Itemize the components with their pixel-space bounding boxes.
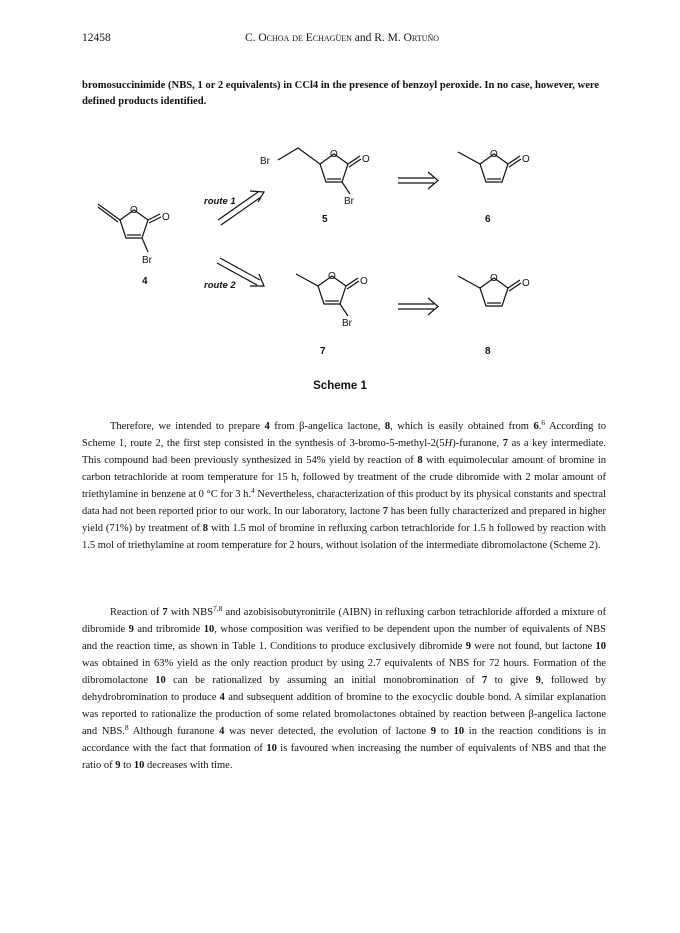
compound-number-8: 8 (485, 346, 491, 357)
atom-o-ring-5: O (330, 149, 338, 160)
atom-o-carbonyl-8: O (522, 278, 530, 289)
author1-initial: C. (244, 32, 256, 44)
atom-br-5-ring: Br (344, 196, 354, 207)
atom-br-4: Br (142, 255, 152, 266)
atom-br-7: Br (342, 318, 352, 329)
intro-text: bromosuccinimide (NBS, 1 or 2 equivalents) in CCl4 in the presence of benzoyl peroxide. In no case, however, were defined products identified. (82, 80, 600, 107)
running-authors (82, 32, 602, 44)
compound-number-6: 6 (485, 214, 491, 225)
atom-o-ring-8: O (490, 273, 498, 284)
author1-name: Ochoa de Echagüen (258, 32, 352, 44)
reference: 4 (251, 486, 255, 495)
paragraph-1: Therefore, we intended to prepare 4 from β-angelica lactone, 8, which is easily obtained from 6.$^6$ According to Scheme 1, route 2, the first step consisted in the synthesis of 3-bromo-5-methyl-2(5H)-furanone, 7 as a key intermediate. This compound had been previously synthesized in 54% yield by reaction of 8 with equimolecular amount of bromine in carbon tetrachloride at room temperature for 15 h, followed by treatment of the crude dibromide with 2 molar amount of triethylamine in benzene at 0 °C for 3 h.$^4$ Nevertheless, characterization of this product by its physical constants and spectral data had not been reported prior to our work. In our laboratory, lactone 7 has been fully characterized and prepared in higher yield (71%) by treatment of 8 with 1.5 mol of bromine in refluxing carbon tetrachloride for 1.5 h followed by reaction with 1.5 mol of triethylamine at room temperature for 2 hours, without isolation of the intermediate dibromolactone (Scheme 2). (82, 418, 607, 551)
page-number: 12458 (82, 32, 111, 44)
compound-number-4: 4 (142, 276, 148, 287)
atom-o-ring-7: O (328, 271, 336, 282)
reference: 8 (124, 723, 129, 732)
page-header (82, 32, 602, 48)
author-conjunction: and (354, 32, 372, 44)
atom-o-ring-4: O (130, 205, 138, 216)
reference: 6 (541, 418, 546, 427)
atom-o-carbonyl-6: O (522, 154, 530, 165)
scheme-drawing (80, 128, 600, 378)
route-2-label: route 2 (204, 280, 236, 291)
atom-o-ring-6: O (490, 149, 498, 160)
route-1-label: route 1 (204, 196, 236, 207)
reference: 7,8 (212, 604, 223, 613)
scheme-1 (80, 128, 600, 403)
author2-initial: R. M. (374, 32, 401, 44)
atom-br-5-bromomethyl: Br (260, 156, 270, 167)
scheme-title: Scheme 1 (313, 380, 367, 392)
atom-o-carbonyl-7: O (360, 276, 368, 287)
paragraph-2: Reaction of 7 with NBS$^{7,8}$ and azobisisobutyronitrile (AIBN) in refluxing carbon tetrachloride afforded a mixture of dibromide 9 and tribromide 10, whose composition was verified to be dependent upon the number of equivalents of NBS and the reaction time, as shown in Table 1. Conditions to produce exclusively dibromide 9 were not found, but lactone 10 was obtained in 63% yield as the only reaction product by using 2.7 equivalents of NBS for 72 hours. Formation of the dibromolactone 10 can be rationalized by assuming an initial monobromination of 7 to give 9, followed by dehydrobromination to produce 4 and subsequent addition of bromine to the exocyclic double bond. A similar explanation was reported to rationalize the production of some related bromolactones obtained by reaction between β-angelica lactone and NBS.$^8$ Although furanone 4 was never detected, the evolution of lactone 9 to 10 in the reaction conditions is in accordance with the fact that formation of 10 is favoured when increasing the number of equivalents of NBS and that the ratio of 9 to 10 decreases with time. (82, 604, 607, 771)
compound-number-7: 7 (320, 346, 326, 357)
author2-name: Ortuño (403, 32, 440, 44)
atom-o-carbonyl-5: O (362, 154, 370, 165)
compound-number-5: 5 (322, 214, 328, 225)
atom-o-carbonyl-4: O (162, 212, 170, 223)
